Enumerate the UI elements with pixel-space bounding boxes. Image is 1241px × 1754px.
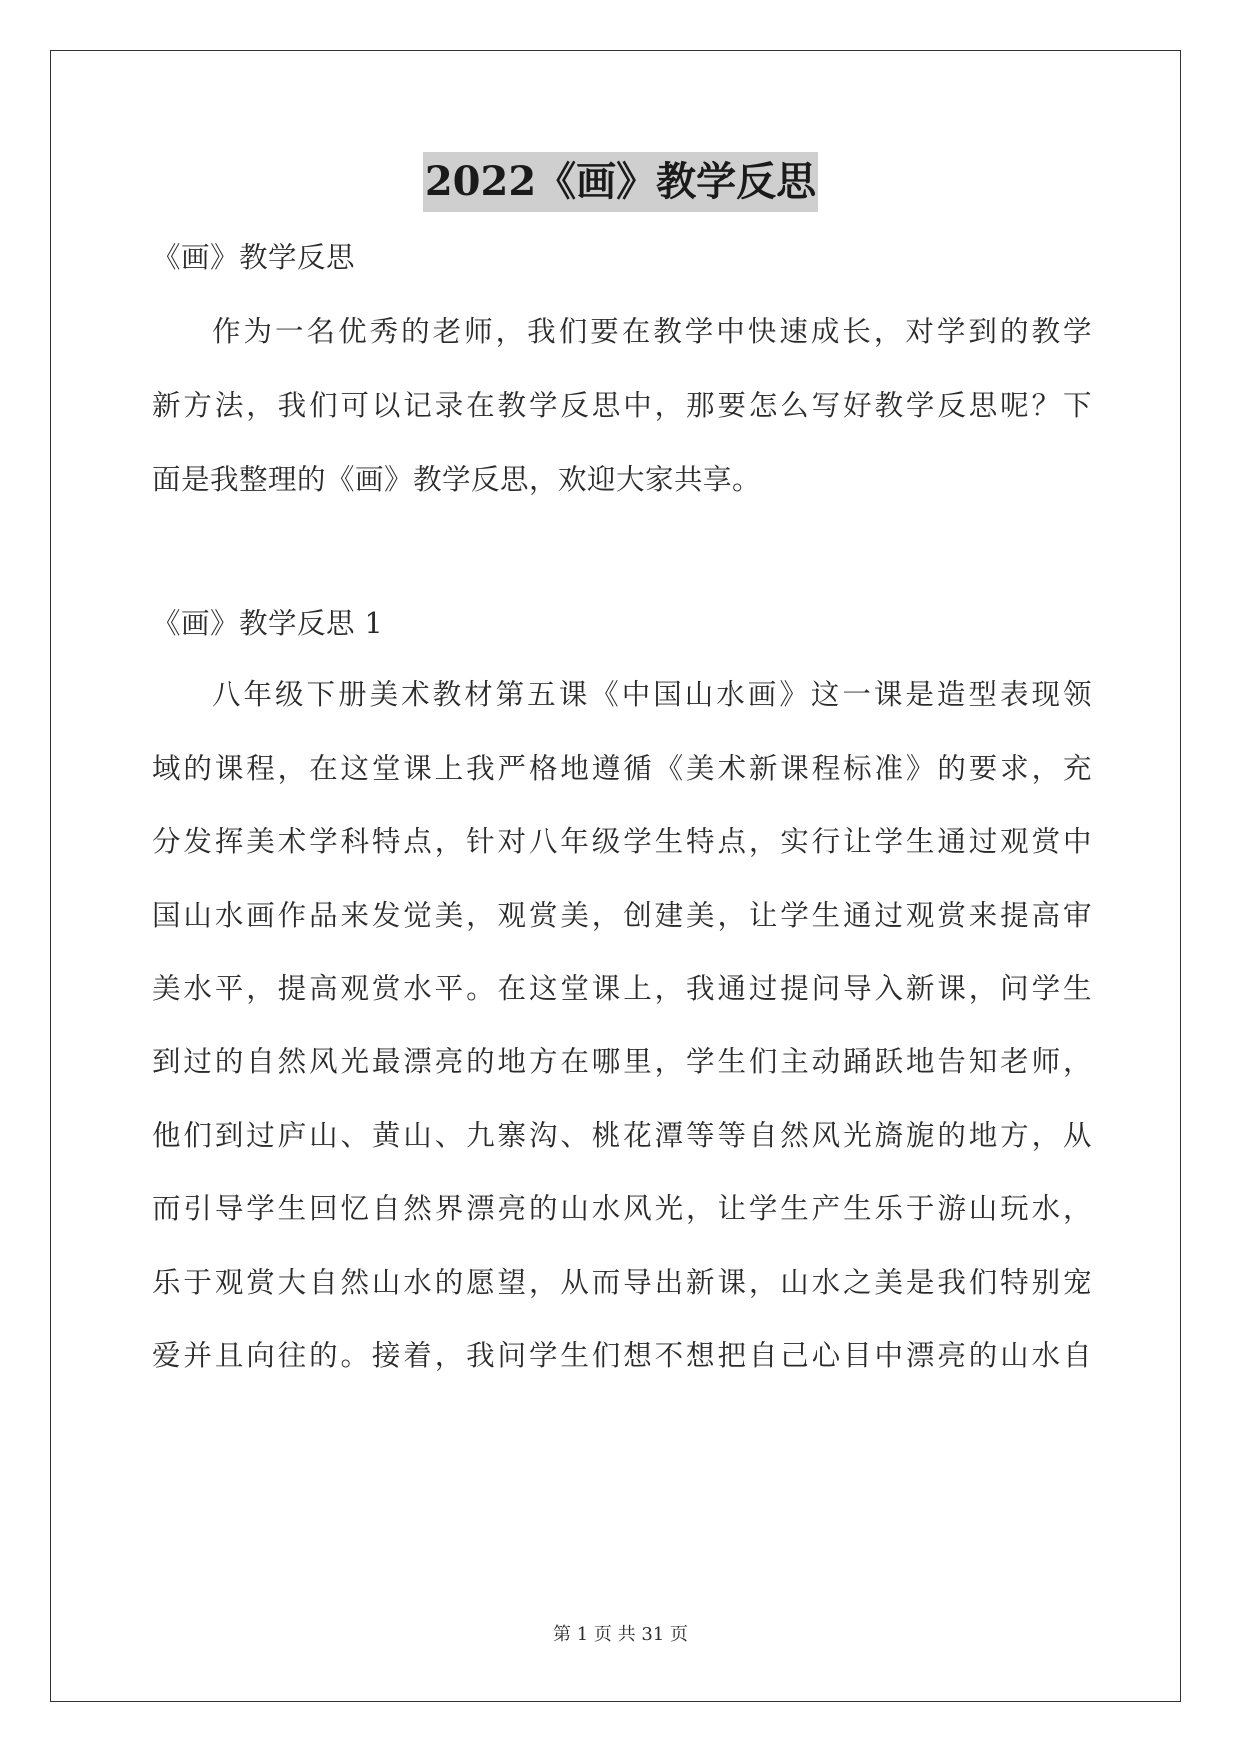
page-footer: 第 1 页 共 31 页 [553,1624,688,1645]
section-line: 他们到过庐山、黄山、九寨沟、桃花潭等等自然风光旖旎的地方，从 [152,1119,1092,1152]
intro-line: 作为一名优秀的老师，我们要在教学中快速成长，对学到的教学 [212,315,1092,348]
intro-line: 面是我整理的《画》教学反思，欢迎大家共享。 [152,463,762,496]
intro-line: 新方法，我们可以记录在教学反思中，那要怎么写好教学反思呢？下 [152,389,1092,422]
section-line: 域的课程，在这堂课上我严格地遵循《美术新课程标准》的要求，充 [152,752,1092,785]
section-line: 到过的自然风光最漂亮的地方在哪里，学生们主动踊跃地告知老师， [152,1045,1092,1078]
document-title [0,152,1241,212]
section-line: 八年级下册美术教材第五课《中国山水画》这一课是造型表现领 [212,678,1092,711]
main-heading: 《画》教学反思 [152,241,356,274]
document-title-text: 2022《画》教学反思 [423,152,818,212]
section-heading: 《画》教学反思 1 [152,607,384,640]
section-line: 爱并且向往的。接着，我问学生们想不想把自己心目中漂亮的山水自 [152,1339,1092,1372]
page-border [50,50,1181,1702]
section-line: 而引导学生回忆自然界漂亮的山水风光，让学生产生乐于游山玩水， [152,1192,1092,1225]
section-line: 分发挥美术学科特点，针对八年级学生特点，实行让学生通过观赏中 [152,825,1092,858]
section-line: 国山水画作品来发觉美，观赏美，创建美，让学生通过观赏来提高审 [152,899,1092,932]
section-line: 乐于观赏大自然山水的愿望，从而导出新课，山水之美是我们特别宠 [152,1266,1092,1299]
section-line: 美水平，提高观赏水平。在这堂课上，我通过提问导入新课，问学生 [152,972,1092,1005]
